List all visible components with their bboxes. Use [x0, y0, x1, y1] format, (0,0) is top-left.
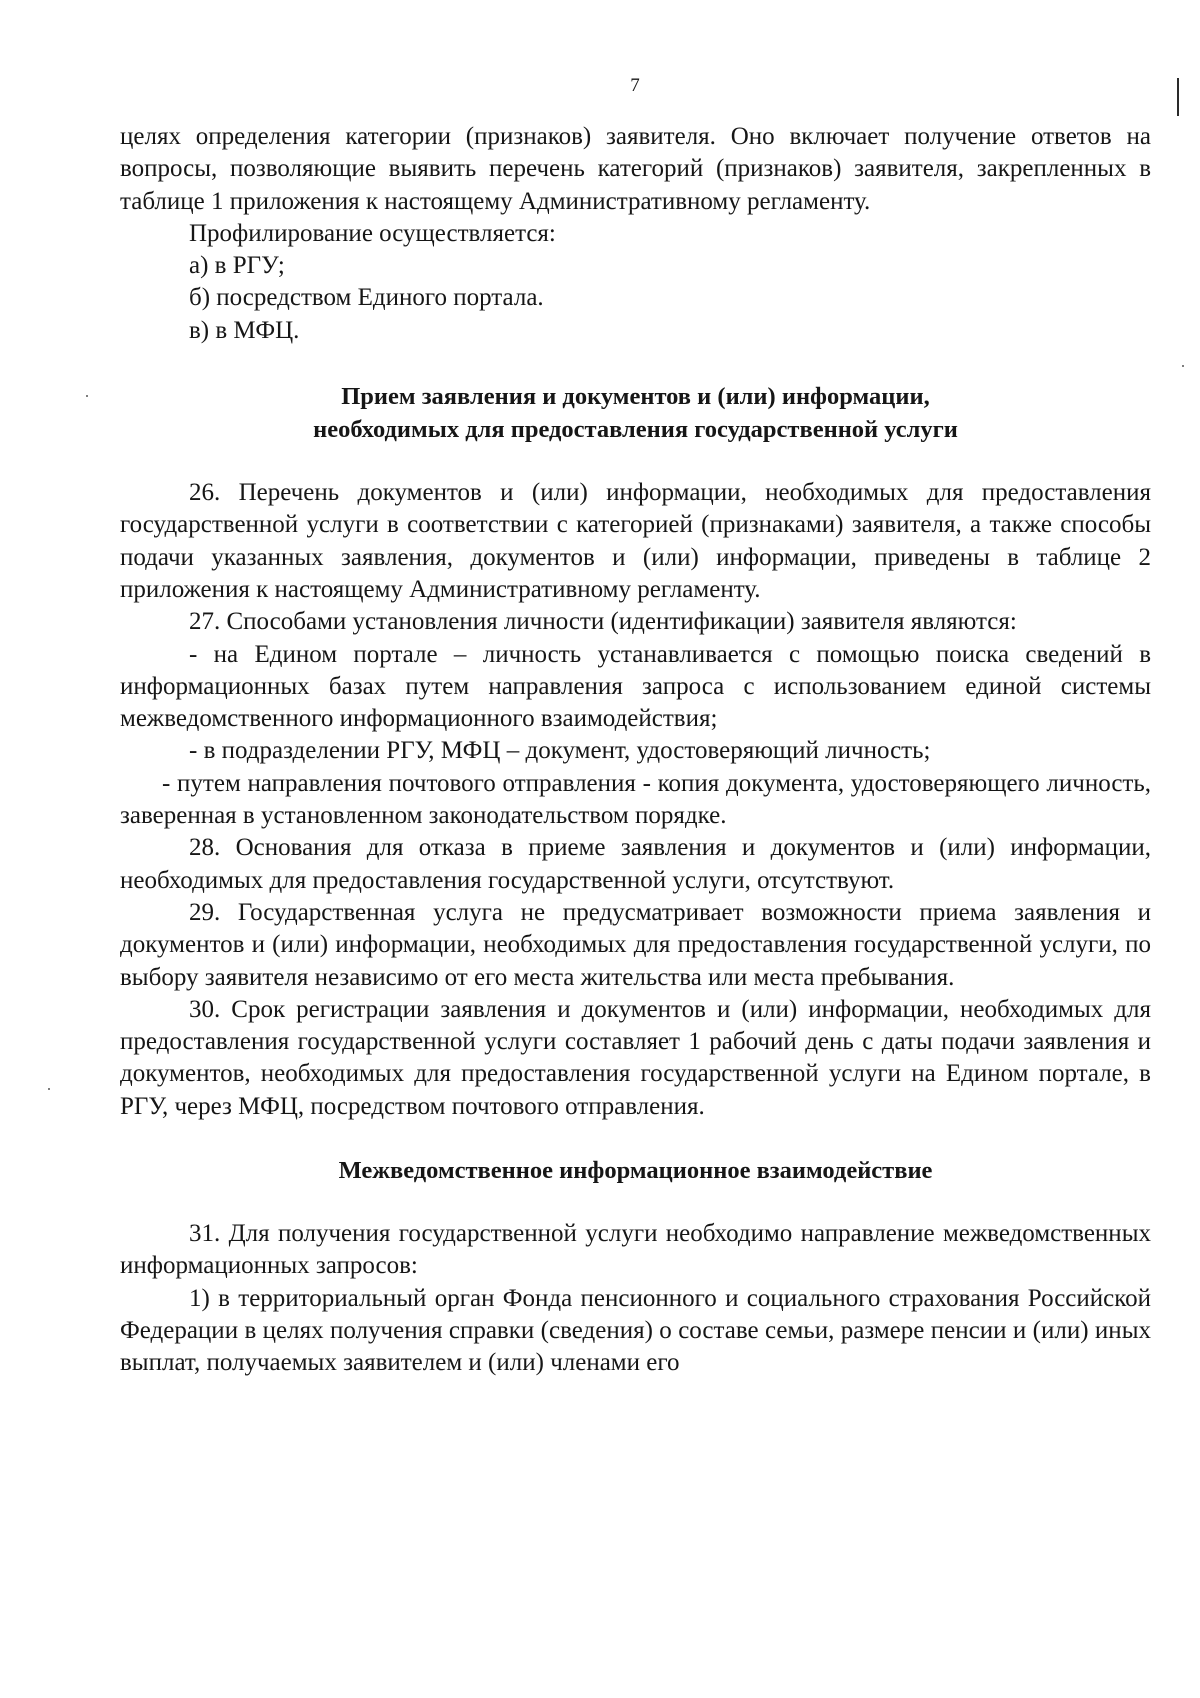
- paragraph-continuation: целях определения категории (признаков) заявителя. Оно включает получение ответов на вопросы, позволяющие выявить перечень категорий (признаков) заявителя, закрепленных в таблице 1 приложения к настоящему Административному регламенту.: [120, 123, 1151, 215]
- paragraph-27-portal: - на Едином портале – личность устанавливается с помощью поиска сведений в информационных базах путем направления запроса с использованием единой системы межведомственного информационного взаимодействия;: [120, 640, 1151, 733]
- paragraph-26: 26. Перечень документов и (или) информации, необходимых для предоставления государственной услуги в соответствии с категорией (признаками) заявителя, а также способы подачи указанных заявления, документов и (или) информации, приведены в таблице 2 приложения к настоящему Административному регламенту.: [120, 479, 1151, 603]
- list-item-a: а) в РГУ;: [189, 252, 285, 280]
- paragraph-31: 31. Для получения государственной услуги необходимо направление межведомственных информационных запросов:: [120, 1220, 1151, 1280]
- page-number: 7: [630, 75, 640, 96]
- paragraph-profiling: Профилирование осуществляется:: [189, 219, 556, 247]
- paragraph-31-item-1: 1) в территориальный орган Фонда пенсионного и социального страхования Российской Федерации в целях получения справки (сведения) о составе семьи, размере пенсии и (или) иных выплат, получаемых заявителем и (или) членами его: [120, 1284, 1151, 1377]
- section-heading-line: необходимых для предоставления государственной услуги: [313, 416, 958, 444]
- section-heading-reception: [120, 380, 1151, 446]
- margin-mark: [1177, 78, 1179, 116]
- paragraph-30: 30. Срок регистрации заявления и документов и (или) информации, необходимых для предоставления государственной услуги составляет 1 рабочий день с даты подачи заявления и документов, необходимых для предоставления государственной услуги на Едином портале, в РГУ, через МФЦ, посредством почтового отправления.: [120, 995, 1151, 1120]
- scan-speck: [86, 395, 88, 397]
- section-heading-interagency: [120, 1154, 1151, 1187]
- scan-speck: [48, 1088, 50, 1090]
- scan-speck: [1182, 365, 1184, 367]
- paragraph-29: 29. Государственная услуга не предусматривает возможности приема заявления и документов и (или) информации, необходимых для предоставления государственной услуги, по выбору заявителя независимо от его места жительства или места пребывания.: [120, 898, 1151, 991]
- section-heading-line: Межведомственное информационное взаимодействие: [338, 1157, 933, 1185]
- list-item-c: в) в МФЦ.: [189, 316, 300, 344]
- document-body: [120, 121, 1151, 1380]
- list-item-b: б) посредством Единого портала.: [189, 284, 544, 312]
- paragraph-28: 28. Основания для отказа в приеме заявления и документов и (или) информации, необходимых для предоставления государственной услуги, отсутствуют.: [120, 834, 1151, 894]
- paragraph-27-mail: - путем направления почтового отправления - копия документа, удостоверяющего личность, заверенная в установленном законодательством порядке.: [120, 769, 1151, 830]
- section-heading-line: Прием заявления и документов и (или) информации,: [341, 383, 930, 411]
- paragraph-27-office: - в подразделении РГУ, МФЦ – документ, удостоверяющий личность;: [189, 737, 931, 765]
- paragraph-27: 27. Способами установления личности (идентификации) заявителя являются:: [189, 608, 1017, 636]
